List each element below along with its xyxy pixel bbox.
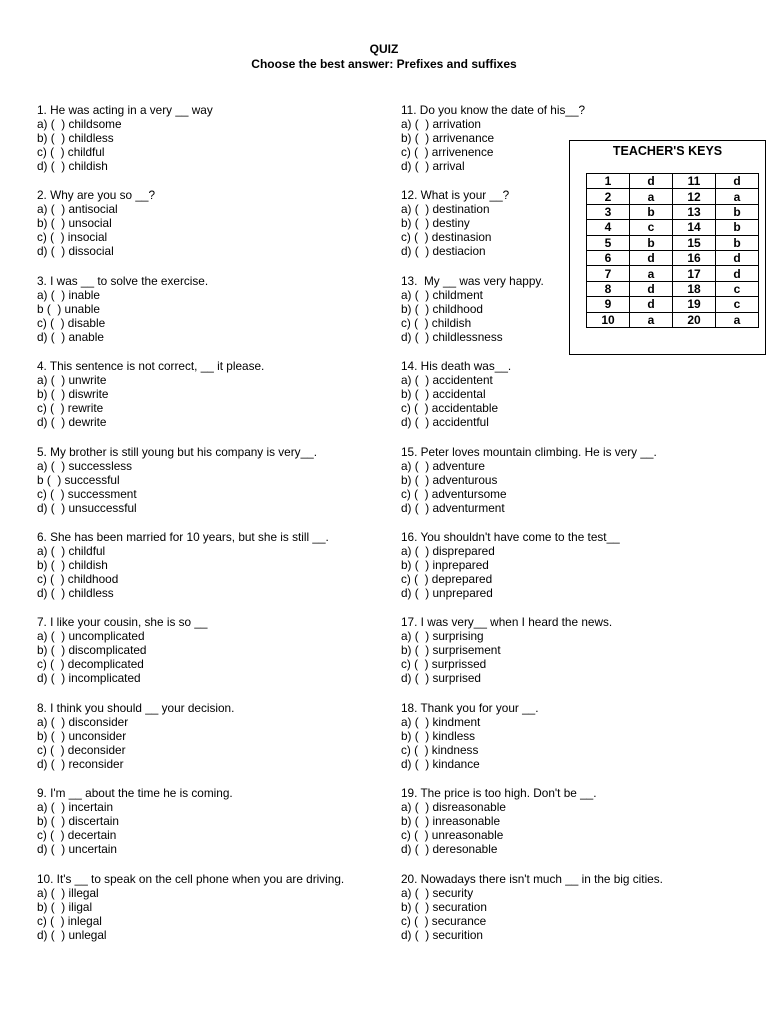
answer-option[interactable]: a) ( ) arrivation [401,117,481,131]
question-20 [401,872,768,957]
question-prompt: 1. He was acting in a very __ way [37,103,213,117]
answer-option[interactable]: a) ( ) childful [37,543,106,558]
key-cell: b [630,235,673,250]
answer-option[interactable]: d) ( ) incomplicated [37,671,141,686]
key-cell: a [630,266,673,281]
answer-option[interactable]: c) ( ) kindness [401,742,479,757]
question-prompt: 13. My __ was very happy. [401,273,544,288]
question-prompt: 19. The price is too high. Don't be __. [401,786,597,801]
answer-option[interactable]: c) ( ) insocial [37,230,108,245]
answer-option[interactable]: a) ( ) inable [37,287,100,302]
key-cell: d [630,250,673,265]
question-prompt: 7. I like your cousin, she is so __ [37,615,208,630]
question-prompt: 8. I think you should __ your decision. [37,700,235,715]
answer-option[interactable]: d) ( ) surprised [401,671,481,686]
key-cell: d [630,174,673,189]
answer-option[interactable]: d) ( ) dissocial [37,244,114,259]
key-cell: 10 [587,312,630,327]
quiz-subtitle: Choose the best answer: Prefixes and suffixes [251,57,517,71]
answer-option[interactable]: d) ( ) childlessness [401,329,503,344]
key-cell: b [716,204,759,219]
answer-option[interactable]: d) ( ) securition [401,927,483,942]
key-cell: a [716,189,759,204]
key-cell: 20 [673,312,716,327]
key-cell: b [630,204,673,219]
question-18 [401,701,768,786]
key-cell: c [630,220,673,235]
question-prompt: 18. Thank you for your __. [401,700,539,715]
key-cell: 16 [673,250,716,265]
answer-option[interactable]: b) ( ) accidental [401,387,486,402]
answer-option[interactable]: d) ( ) destiacion [401,244,486,259]
answer-option[interactable]: d) ( ) reconsider [37,756,124,771]
answer-option[interactable]: a) ( ) incertain [37,800,114,815]
question-16 [401,530,768,615]
key-row [587,174,759,189]
key-row [587,204,759,219]
answer-option[interactable]: c) ( ) surprissed [401,657,487,672]
key-cell: b [716,235,759,250]
answer-option[interactable]: d) ( ) anable [37,329,104,344]
question-prompt: 14. His death was__. [401,359,512,374]
quiz-title: QUIZ [369,42,399,56]
answer-option[interactable]: a) ( ) kindment [401,714,481,729]
key-cell: b [716,220,759,235]
answer-option[interactable]: c) ( ) successment [37,486,137,501]
answer-option[interactable]: d) ( ) arrival [401,159,465,173]
key-cell: 9 [587,297,630,312]
answer-option[interactable]: b) ( ) inprepared [401,557,489,572]
question-prompt: 11. Do you know the date of his__? [401,103,586,117]
answer-option[interactable]: d) ( ) kindance [401,756,480,771]
key-cell: 4 [587,220,630,235]
key-cell: 1 [587,174,630,189]
answer-option[interactable]: d) ( ) adventurment [401,500,505,515]
answer-option[interactable]: a) ( ) surprising [401,629,484,644]
question-prompt: 15. Peter loves mountain climbing. He is very __. [401,444,657,459]
key-cell: d [630,281,673,296]
answer-option[interactable]: d) ( ) accidentful [401,415,489,430]
question-prompt: 4. This sentence is not correct, __ it please. [37,359,265,374]
key-cell: 14 [673,220,716,235]
answer-option[interactable]: b) ( ) unconsider [37,728,127,743]
key-cell: 6 [587,250,630,265]
key-cell: d [716,266,759,281]
key-cell: 18 [673,281,716,296]
question-3 [37,274,407,359]
key-cell: a [630,189,673,204]
question-prompt: 12. What is your __? [401,188,510,203]
answer-option[interactable]: c) ( ) rewrite [37,401,104,416]
answer-option[interactable]: a) ( ) uncomplicated [37,629,145,644]
question-prompt: 17. I was very__ when I heard the news. [401,615,613,630]
answer-option[interactable]: a) ( ) illegal [37,885,99,900]
answer-option[interactable]: c) ( ) deprepared [401,571,493,586]
answer-option[interactable]: c) ( ) disable [37,315,106,330]
answer-option[interactable]: d) ( ) childless [37,585,114,600]
answer-option[interactable]: a) ( ) accidentent [401,373,493,388]
question-prompt: 6. She has been married for 10 years, but she is still __. [37,529,329,544]
answer-option[interactable]: c) ( ) adventursome [401,486,507,501]
answer-option[interactable]: c) ( ) childish [401,315,472,330]
answer-option[interactable]: a) ( ) unwrite [37,373,107,388]
answer-option[interactable]: b) ( ) discertain [37,814,119,829]
question-4 [37,359,407,444]
question-prompt: 16. You shouldn't have come to the test__ [401,529,620,544]
key-cell: c [716,297,759,312]
key-cell: a [630,312,673,327]
answer-option[interactable]: a) ( ) antisocial [37,202,118,217]
question-2 [37,188,407,273]
question-prompt: 20. Nowadays there isn't much __ in the big cities. [401,871,663,886]
answer-option[interactable]: c) ( ) childhood [37,571,119,586]
key-cell: 19 [673,297,716,312]
question-10 [37,872,407,957]
key-row [587,235,759,250]
answer-option[interactable]: c) ( ) securance [401,913,487,928]
key-cell: 15 [673,235,716,250]
answer-option[interactable]: c) ( ) decomplicated [37,657,144,672]
answer-option[interactable]: d) ( ) unsuccessful [37,500,137,515]
answer-option[interactable]: b) ( ) adventurous [401,472,498,487]
key-cell: c [716,281,759,296]
answer-option[interactable]: d) ( ) unprepared [401,585,493,600]
key-cell: d [630,297,673,312]
key-cell: 12 [673,189,716,204]
key-row [587,297,759,312]
answer-option[interactable]: c) ( ) childful [37,145,105,159]
answer-option[interactable]: c) ( ) arrivenence [401,145,494,159]
key-row [587,266,759,281]
answer-option[interactable]: b ( ) unable [37,301,100,316]
question-17 [401,615,768,700]
question-prompt: 9. I'm __ about the time he is coming. [37,786,233,801]
answer-option[interactable]: b) ( ) discomplicated [37,643,147,658]
question-prompt: 5. My brother is still young but his company is very__. [37,444,317,459]
question-1 [37,103,407,188]
question-19 [401,786,768,871]
key-cell: 3 [587,204,630,219]
key-cell: d [716,250,759,265]
question-5 [37,445,407,530]
answer-option[interactable]: c) ( ) destinasion [401,230,492,245]
answer-option[interactable]: d) ( ) deresonable [401,842,498,857]
answer-option[interactable]: a) ( ) successless [37,458,133,473]
answer-option[interactable]: b) ( ) inreasonable [401,814,501,829]
answer-option[interactable]: a) ( ) childsome [37,117,122,131]
key-cell: 2 [587,189,630,204]
answer-option[interactable]: c) ( ) inlegal [37,913,102,928]
answer-key-table [586,173,759,328]
question-8 [37,701,407,786]
answer-option[interactable]: c) ( ) decertain [37,828,117,843]
questions-column-left [37,103,407,957]
key-row [587,281,759,296]
key-cell: 13 [673,204,716,219]
answer-option[interactable]: d) ( ) uncertain [37,842,117,857]
question-prompt: 2. Why are you so __? [37,188,156,203]
question-prompt: 3. I was __ to solve the exercise. [37,273,209,288]
teacher-keys-title: TEACHER'S KEYS [612,144,723,158]
key-cell: 11 [673,174,716,189]
answer-option[interactable]: d) ( ) unlegal [37,927,107,942]
answer-option[interactable]: d) ( ) childish [37,159,108,173]
key-cell: 8 [587,281,630,296]
key-row [587,312,759,327]
answer-option[interactable]: a) ( ) disprepared [401,543,495,558]
answer-option[interactable]: b) ( ) childish [37,557,108,572]
answer-option[interactable]: b) ( ) unsocial [37,216,112,231]
answer-option[interactable]: b ( ) successful [37,472,120,487]
answer-option[interactable]: b) ( ) childhood [401,301,483,316]
question-7 [37,615,407,700]
answer-option[interactable]: c) ( ) deconsider [37,742,126,757]
key-cell: d [716,174,759,189]
answer-option[interactable]: a) ( ) childment [401,287,483,302]
question-prompt: 10. It's __ to speak on the cell phone when you are driving. [37,871,345,886]
key-cell: 5 [587,235,630,250]
answer-option[interactable]: b) ( ) kindless [401,728,476,743]
answer-option[interactable]: c) ( ) unreasonable [401,828,504,843]
key-cell: 17 [673,266,716,281]
answer-option[interactable]: a) ( ) disreasonable [401,800,506,815]
key-cell: 7 [587,266,630,281]
answer-option[interactable]: b) ( ) surprisement [401,643,501,658]
teacher-keys-box [569,140,766,355]
question-15 [401,445,768,530]
key-row [587,189,759,204]
answer-option[interactable]: d) ( ) dewrite [37,415,107,430]
answer-option[interactable]: c) ( ) accidentable [401,401,499,416]
key-row [587,250,759,265]
question-14 [401,359,768,444]
answer-option[interactable]: b) ( ) diswrite [37,387,109,402]
answer-option[interactable]: b) ( ) destiny [401,216,470,231]
answer-option[interactable]: a) ( ) disconsider [37,714,129,729]
answer-option[interactable]: a) ( ) adventure [401,458,485,473]
key-cell: a [716,312,759,327]
answer-option[interactable]: b) ( ) arrivenance [401,131,495,145]
answer-option[interactable]: a) ( ) destination [401,202,490,217]
question-6 [37,530,407,615]
key-row [587,220,759,235]
answer-option[interactable]: b) ( ) securation [401,899,487,914]
answer-option[interactable]: b) ( ) iligal [37,899,93,914]
answer-option[interactable]: a) ( ) security [401,885,474,900]
question-9 [37,786,407,871]
answer-option[interactable]: b) ( ) childless [37,131,114,145]
